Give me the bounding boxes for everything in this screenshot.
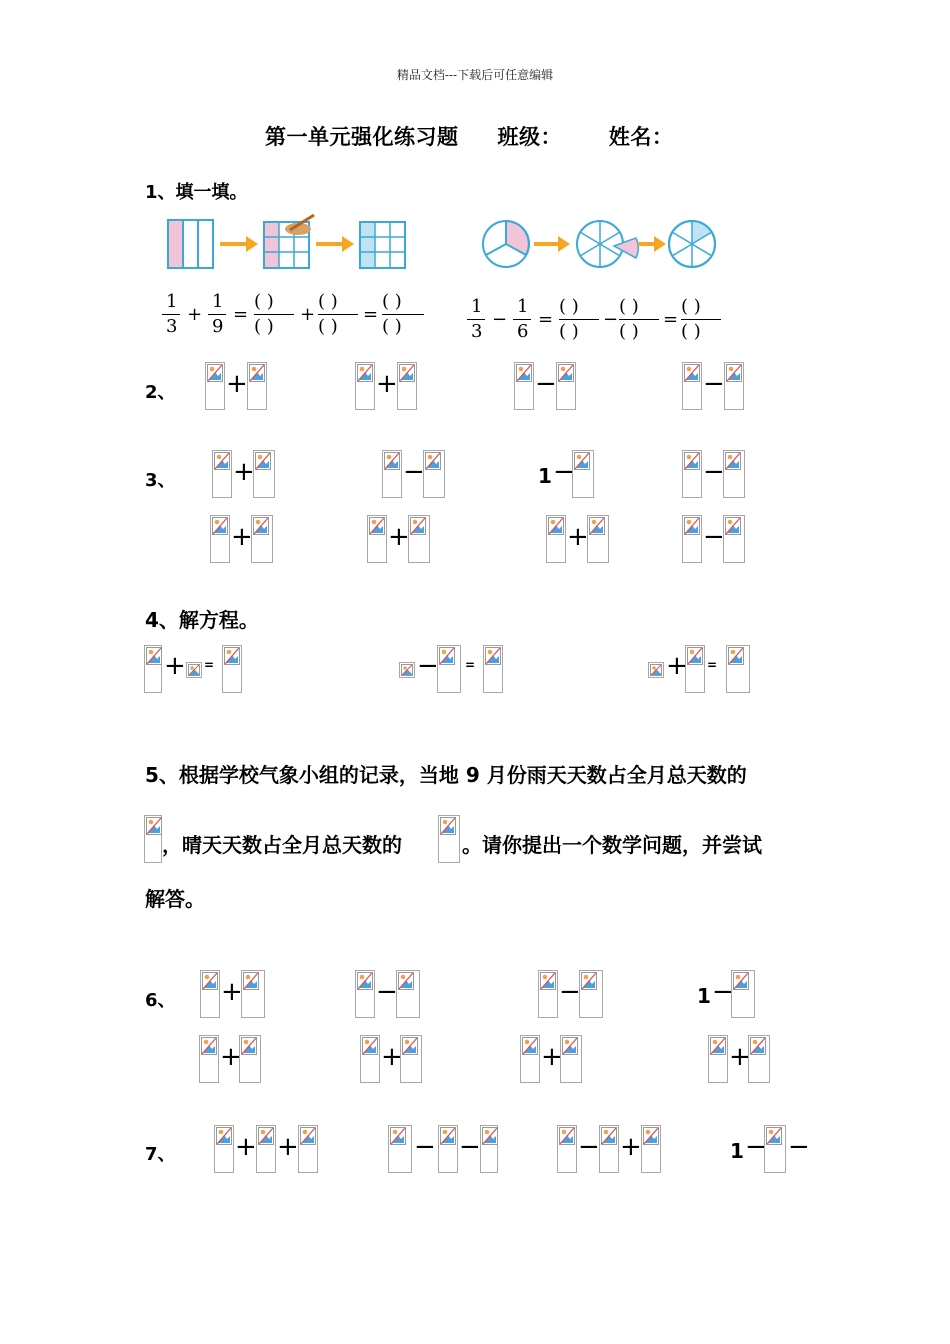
fraction-image-placeholder	[546, 515, 566, 563]
fraction-image-placeholder	[200, 970, 220, 1018]
fraction-image-placeholder	[388, 1125, 412, 1173]
blank[interactable]: ( )	[318, 316, 338, 337]
blank[interactable]: ( )	[619, 296, 639, 317]
minus-sign: −	[559, 977, 581, 1007]
fraction-image-placeholder	[437, 645, 461, 693]
plus-sign: +	[567, 522, 589, 552]
fraction-image-placeholder	[253, 450, 275, 498]
plus-sign: +	[376, 369, 398, 399]
minus-sign: −	[459, 1132, 481, 1162]
fraction-image-placeholder	[726, 645, 750, 693]
question-4-label: 4、解方程。	[145, 608, 259, 632]
op: +	[300, 304, 316, 325]
equals-sign: =	[204, 658, 215, 672]
fraction-image-placeholder	[205, 362, 225, 410]
fraction-image-placeholder	[360, 1035, 380, 1083]
fraction-image-placeholder	[355, 970, 375, 1018]
fraction-image-placeholder	[764, 1125, 786, 1173]
blank[interactable]: ( )	[681, 321, 701, 342]
page-header: 精品文档---下载后可任意编辑	[396, 68, 554, 82]
minus-sign: −	[788, 1132, 810, 1162]
fraction-image-placeholder	[520, 1035, 540, 1083]
question-5-line2b: 。请你提出一个数学问题，并尝试	[462, 833, 762, 857]
fraction-image-placeholder	[480, 1125, 498, 1173]
plus-sign: +	[388, 522, 410, 552]
blank[interactable]: ( )	[382, 291, 402, 312]
frac-b-den: 9	[212, 316, 224, 337]
fraction-image-placeholder	[367, 515, 387, 563]
fraction-illustration	[160, 212, 740, 278]
plus-sign: +	[620, 1132, 642, 1162]
fraction-image-placeholder	[538, 970, 558, 1018]
blank[interactable]: ( )	[559, 296, 579, 317]
plus-sign: +	[221, 977, 243, 1007]
frac-a-den: 3	[471, 321, 483, 342]
fraction-image-placeholder	[214, 1125, 234, 1173]
minus-sign: −	[703, 457, 725, 487]
fraction-image-placeholder	[399, 662, 415, 678]
fraction-image-placeholder	[400, 1035, 422, 1083]
fraction-image-placeholder	[241, 970, 265, 1018]
plus-sign: +	[231, 522, 253, 552]
minus-sign: −	[414, 1132, 436, 1162]
fraction-image-placeholder	[483, 645, 503, 693]
equals-sign: =	[707, 658, 718, 672]
fraction-image-placeholder	[438, 815, 460, 863]
blank[interactable]: ( )	[619, 321, 639, 342]
fraction-image-placeholder	[222, 645, 242, 693]
frac-b-den: 6	[517, 321, 529, 342]
frac-b-num: 1	[212, 291, 224, 312]
plus-sign: +	[235, 1132, 257, 1162]
minus-sign: −	[417, 651, 439, 681]
minus-sign: −	[745, 1132, 767, 1162]
fraction-equation-right: 1 3 − 1 6 = ( ) ( ) − ( ) ( ) = ( ) ( )	[465, 296, 725, 348]
fraction-image-placeholder	[186, 662, 202, 678]
blank[interactable]: ( )	[254, 316, 274, 337]
one-sign: 1	[730, 1139, 744, 1163]
question-5-line3: 解答。	[145, 887, 205, 911]
equals-sign: =	[465, 658, 476, 672]
fraction-image-placeholder	[723, 515, 745, 563]
frac-a-den: 3	[166, 316, 178, 337]
fraction-image-placeholder	[397, 362, 417, 410]
fraction-image-placeholder	[682, 515, 702, 563]
fraction-image-placeholder	[298, 1125, 318, 1173]
plus-sign: +	[541, 1042, 563, 1072]
fraction-image-placeholder	[355, 362, 375, 410]
fraction-image-placeholder	[724, 362, 744, 410]
fraction-image-placeholder	[587, 515, 609, 563]
fraction-image-placeholder	[648, 662, 664, 678]
question-5-line2a: ，晴天天数占全月总天数的	[162, 833, 402, 857]
blank[interactable]: ( )	[254, 291, 274, 312]
question-3-label: 3、	[145, 470, 176, 491]
blank[interactable]: ( )	[681, 296, 701, 317]
question-7-label: 7、	[145, 1144, 176, 1165]
fraction-image-placeholder	[599, 1125, 619, 1173]
fraction-image-placeholder	[579, 970, 603, 1018]
fraction-image-placeholder	[199, 1035, 219, 1083]
minus-sign: −	[376, 977, 398, 1007]
fraction-image-placeholder	[682, 362, 702, 410]
fraction-image-placeholder	[572, 450, 594, 498]
page-title: 第一单元强化练习题 班级： 姓名：	[265, 125, 674, 149]
plus-sign: +	[277, 1132, 299, 1162]
minus-sign: −	[578, 1132, 600, 1162]
plus-sign: +	[666, 651, 688, 681]
fraction-image-placeholder	[396, 970, 420, 1018]
minus-sign: −	[712, 977, 734, 1007]
plus-sign: +	[381, 1042, 403, 1072]
fraction-image-placeholder	[251, 515, 273, 563]
plus-sign: +	[233, 457, 255, 487]
plus-sign: +	[226, 369, 248, 399]
question-6-label: 6、	[145, 990, 176, 1011]
plus-sign: +	[220, 1042, 242, 1072]
blank[interactable]: ( )	[382, 316, 402, 337]
fraction-image-placeholder	[210, 515, 230, 563]
question-1-label: 1、填一填。	[145, 182, 248, 203]
fraction-image-placeholder	[708, 1035, 728, 1083]
blank[interactable]: ( )	[318, 291, 338, 312]
plus-sign: +	[164, 651, 186, 681]
question-2-label: 2、	[145, 382, 176, 403]
fraction-image-placeholder	[685, 645, 705, 693]
minus-sign: −	[403, 457, 425, 487]
fraction-image-placeholder	[438, 1125, 458, 1173]
fraction-image-placeholder	[748, 1035, 770, 1083]
fraction-image-placeholder	[144, 645, 162, 693]
fraction-image-placeholder	[212, 450, 232, 498]
frac-a-num: 1	[471, 296, 483, 317]
minus-sign: −	[703, 369, 725, 399]
fraction-image-placeholder	[256, 1125, 276, 1173]
op: −	[492, 309, 508, 330]
op: +	[187, 304, 203, 325]
fraction-image-placeholder	[682, 450, 702, 498]
one-sign: 1	[538, 464, 552, 488]
op: −	[603, 309, 619, 330]
fraction-image-placeholder	[556, 362, 576, 410]
plus-sign: +	[729, 1042, 751, 1072]
fraction-image-placeholder	[247, 362, 267, 410]
fraction-image-placeholder	[382, 450, 402, 498]
frac-a-num: 1	[166, 291, 178, 312]
fraction-image-placeholder	[239, 1035, 261, 1083]
fraction-image-placeholder	[641, 1125, 661, 1173]
question-5-line1: 5、根据学校气象小组的记录，当地 9 月份雨天天数占全月总天数的	[145, 763, 747, 787]
fraction-image-placeholder	[560, 1035, 582, 1083]
minus-sign: −	[553, 457, 575, 487]
fraction-image-placeholder	[144, 815, 162, 863]
fraction-image-placeholder	[423, 450, 445, 498]
minus-sign: −	[703, 522, 725, 552]
fraction-image-placeholder	[723, 450, 745, 498]
fraction-image-placeholder	[408, 515, 430, 563]
frac-b-num: 1	[517, 296, 529, 317]
fraction-image-placeholder	[731, 970, 755, 1018]
blank[interactable]: ( )	[559, 321, 579, 342]
minus-sign: −	[535, 369, 557, 399]
fraction-equation-left: 1 3 + 1 9 = ( ) ( ) + ( ) ( ) = ( ) ( )	[160, 291, 430, 343]
fraction-image-placeholder	[557, 1125, 577, 1173]
fraction-image-placeholder	[514, 362, 534, 410]
one-sign: 1	[697, 984, 711, 1008]
